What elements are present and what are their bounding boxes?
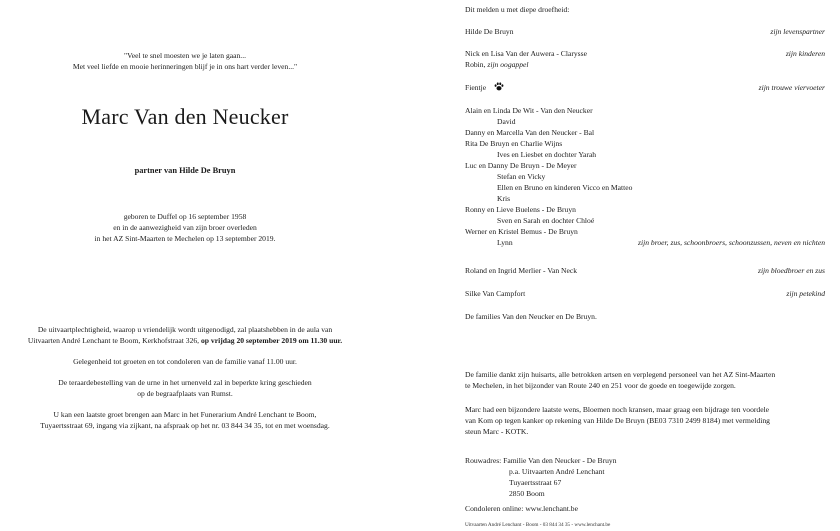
list-item: David xyxy=(497,117,516,126)
list-item: Kris xyxy=(497,194,511,203)
address-line-3: Tuyaertsstraat 67 xyxy=(509,478,562,487)
visit-paragraph xyxy=(0,409,370,431)
ceremony-line-2a: Uitvaarten André Lenchant te Boom, Kerkhofstraat 326, xyxy=(27,336,200,345)
bloodbrother-relation: zijn bloedbroer en zus xyxy=(757,266,825,275)
deceased-name: Marc Van den Neucker xyxy=(81,104,289,129)
godchild-relation: zijn petekind xyxy=(786,289,825,298)
wish-line-3: steun Marc - KOTK. xyxy=(465,427,529,436)
families-line: De families Van den Neucker en De Bruyn. xyxy=(465,312,597,321)
pet-entry xyxy=(465,82,825,93)
list-item: Stefan en Vicky xyxy=(497,172,546,181)
ceremony-date: op vrijdag 20 september 2019 om 11.30 uur. xyxy=(201,336,343,345)
mourning-address xyxy=(465,455,825,499)
bloodbrother-names: Roland en Ingrid Merlier - Van Neck xyxy=(465,266,578,275)
siblings-relation: zijn broer, zus, schoonbroers, schoonzussen, neven en nichten xyxy=(638,238,825,247)
born-line-2: en in de aanwezigheid van zijn broer overleden xyxy=(113,223,257,232)
list-item: Luc en Danny De Bruyn - De Meyer xyxy=(465,161,577,170)
birth-death-info xyxy=(0,211,370,244)
visit-line-1: U kan een laatste groet brengen aan Marc in het Funerarium André Lenchant te Boom, xyxy=(53,410,317,419)
list-item: Sven en Sarah en dochter Chloé xyxy=(497,216,595,225)
partner-line: partner van Hilde De Bruyn xyxy=(134,166,236,175)
godchild-entry xyxy=(465,288,825,299)
condolence-paragraph: Gelegenheid tot groeten en tot condoleren van de familie vanaf 11.00 uur. xyxy=(73,357,297,366)
list-item: Danny en Marcella Van den Neucker - Bal xyxy=(465,128,595,137)
quote xyxy=(0,50,370,72)
address-line-2: p.a. Uitvaarten André Lenchant xyxy=(509,467,605,476)
born-line-3: in het AZ Sint-Maarten te Mechelen op 13 september 2019. xyxy=(94,234,276,243)
wish-paragraph xyxy=(465,404,825,437)
funeral-info xyxy=(0,324,370,441)
footer: Uitvaarten André Lenchant - Boom - 03 844 34 35 - www.lenchant.be xyxy=(465,522,611,528)
grandchild-name: Robin, xyxy=(465,60,486,69)
list-item: Rita De Bruyn en Charlie Wijns xyxy=(465,139,563,148)
list-item: Ives en Liesbet en dochter Yarah xyxy=(497,150,597,159)
burial-line-2: op de begraafplaats van Rumst. xyxy=(137,389,233,398)
grandchild-relation: zijn oogappel xyxy=(487,60,529,69)
burial-paragraph xyxy=(0,377,370,399)
ceremony-line-1: De uitvaartplechtigheid, waarop u vriendelijk wordt uitgenodigd, zal plaatshebben in de aula van xyxy=(37,325,333,334)
pet-relation: zijn trouwe viervoeter xyxy=(758,83,825,92)
quote-line-1: "Veel te snel moesten we je laten gaan... xyxy=(123,51,247,60)
partner-entry xyxy=(465,26,825,37)
siblings-list xyxy=(465,105,825,248)
thanks-line-2: te Mechelen, in het bijzonder van Route 240 en 251 voor de goede en toegewijde zorgen. xyxy=(465,381,736,390)
address-line-1: Rouwadres: Familie Van den Neucker - De Bruyn xyxy=(465,456,617,465)
thanks-paragraph xyxy=(465,369,825,391)
thanks-line-1: De familie dankt zijn huisarts, alle betrokken artsen en verplegend personeel van het AZ Sint-Maarten xyxy=(465,370,776,379)
wish-line-2: van Kom op tegen kanker op rekening van Hilde De Bruyn (BE03 7310 2499 8184) met vermelding xyxy=(465,416,770,425)
list-item: Ellen en Bruno en kinderen Vicco en Matteo xyxy=(497,183,633,192)
burial-line-1: De teraardebestelling van de urne in het urnenveld zal in beperkte kring geschieden xyxy=(58,378,312,387)
partner-relation: zijn levenspartner xyxy=(770,27,825,36)
intro: Dit melden u met diepe droefheid: xyxy=(465,5,570,14)
children-names: Nick en Lisa Van der Auwera - Clarysse xyxy=(465,49,587,58)
pet-name: Fientje xyxy=(465,83,487,92)
children-relation: zijn kinderen xyxy=(785,49,825,58)
list-item: Alain en Linda De Wit - Van den Neucker xyxy=(465,106,593,115)
online-condolence: Condoleren online: www.lenchant.be xyxy=(465,504,578,513)
children-entry xyxy=(465,48,825,70)
visit-line-2: Tuyaertsstraat 69, ingang via zijkant, na afspraak op het nr. 03 844 34 35, tot en met woensdag. xyxy=(40,421,330,430)
address-line-4: 2850 Boom xyxy=(509,489,545,498)
bloodbrother-entry xyxy=(465,265,825,276)
wish-line-1: Marc had een bijzondere laatste wens, Bloemen noch kransen, maar graag een bijdrage ten voordele xyxy=(465,405,770,414)
list-item: Ronny en Lieve Buelens - De Bruyn xyxy=(465,205,576,214)
partner-name: Hilde De Bruyn xyxy=(465,27,514,36)
list-item: Lynn xyxy=(497,238,513,247)
godchild-name: Silke Van Campfort xyxy=(465,289,526,298)
list-item: Werner en Kristel Bemus - De Bruyn xyxy=(465,227,578,236)
paw-icon xyxy=(494,82,504,91)
born-line-1: geboren te Duffel op 16 september 1958 xyxy=(123,212,247,221)
ceremony-paragraph xyxy=(0,324,370,346)
quote-line-2: Met veel liefde en mooie herinneringen blijf je in ons hart verder leven..." xyxy=(72,62,298,71)
